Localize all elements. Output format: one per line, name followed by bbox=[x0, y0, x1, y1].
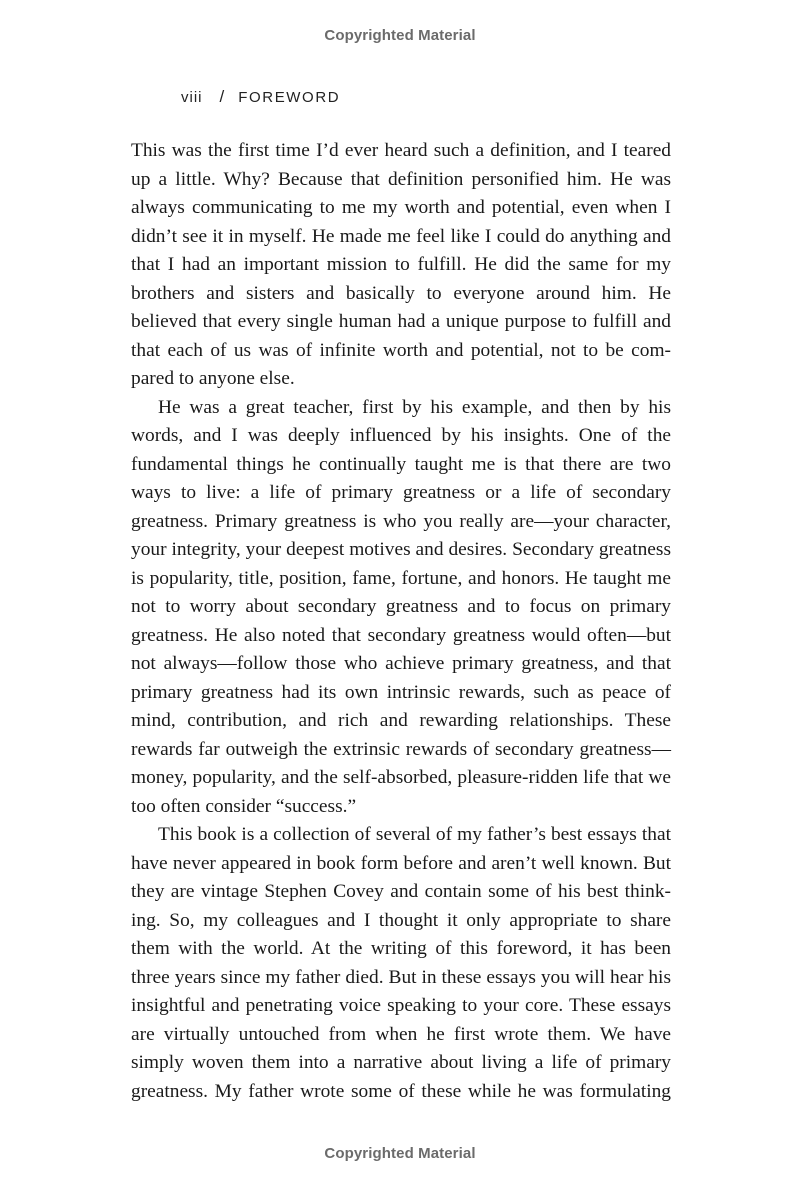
paragraph-1: This was the first time I’d ever heard such a definition, and I teared up a little. Why? Because that definition personified him. He was always communicating to me my worth and potential, even when I didn’t see it in myself. He made me feel like I could do anything and that I had an important mission to fulfill. He did the same for my brothers and sisters and basically to everyone around him. He believed that every single human had a unique purpose to fulfill and that each of us was of infinite worth and potential, not to be compared to anyone else. bbox=[131, 140, 671, 389]
body-text bbox=[131, 137, 671, 1106]
running-head bbox=[181, 87, 340, 107]
copyright-watermark-bottom: Copyrighted Material bbox=[324, 1145, 476, 1162]
paragraph-2: He was a great teacher, first by his example, and then by his words, and I was deeply influenced by his insights. One of the fundamental things he continually taught me is that there are two ways to live: a life of primary greatness or a life of secondary greatness. Primary greatness is who you really are—your character, your integrity, your deepest motives and desires. Secondary greatness is popularity, title, position, fame, fortune, and honors. He taught me not to worry about secondary greatness and to focus on primary greatness. He also noted that secondary greatness would often—but not always—follow those who achieve primary greatness, and that primary greatness had its own intrinsic rewards, such as peace of mind, contribution, and rich and rewarding relationships. These rewards far outweigh the extrinsic rewards of secondary greatness—money, popularity, and the self-absorbed, pleasure-ridden life that we too often consider “success.” bbox=[131, 396, 671, 817]
copyright-watermark-top: Copyrighted Material bbox=[324, 27, 476, 44]
paragraph-3: This book is a collection of several of my father’s best essays that have never appeared in book form before and aren’t well known. But they are vintage Stephen Covey and contain some of his best thinking. So, my colleagues and I thought it only appropriate to share them with the world. At the writing of this foreword, it has been three years since my father died. But in these essays you will hear his insightful and penetrating voice speaking to your core. These essays are virtually untouched from when he first wrote them. We have simply woven them into a narrative about living a life of primary greatness. My father wrote some of these while he was formulating bbox=[131, 824, 671, 1102]
page-number: viii bbox=[181, 89, 203, 106]
section-title: FOREWORD bbox=[238, 89, 341, 106]
running-head-separator: / bbox=[219, 87, 225, 106]
